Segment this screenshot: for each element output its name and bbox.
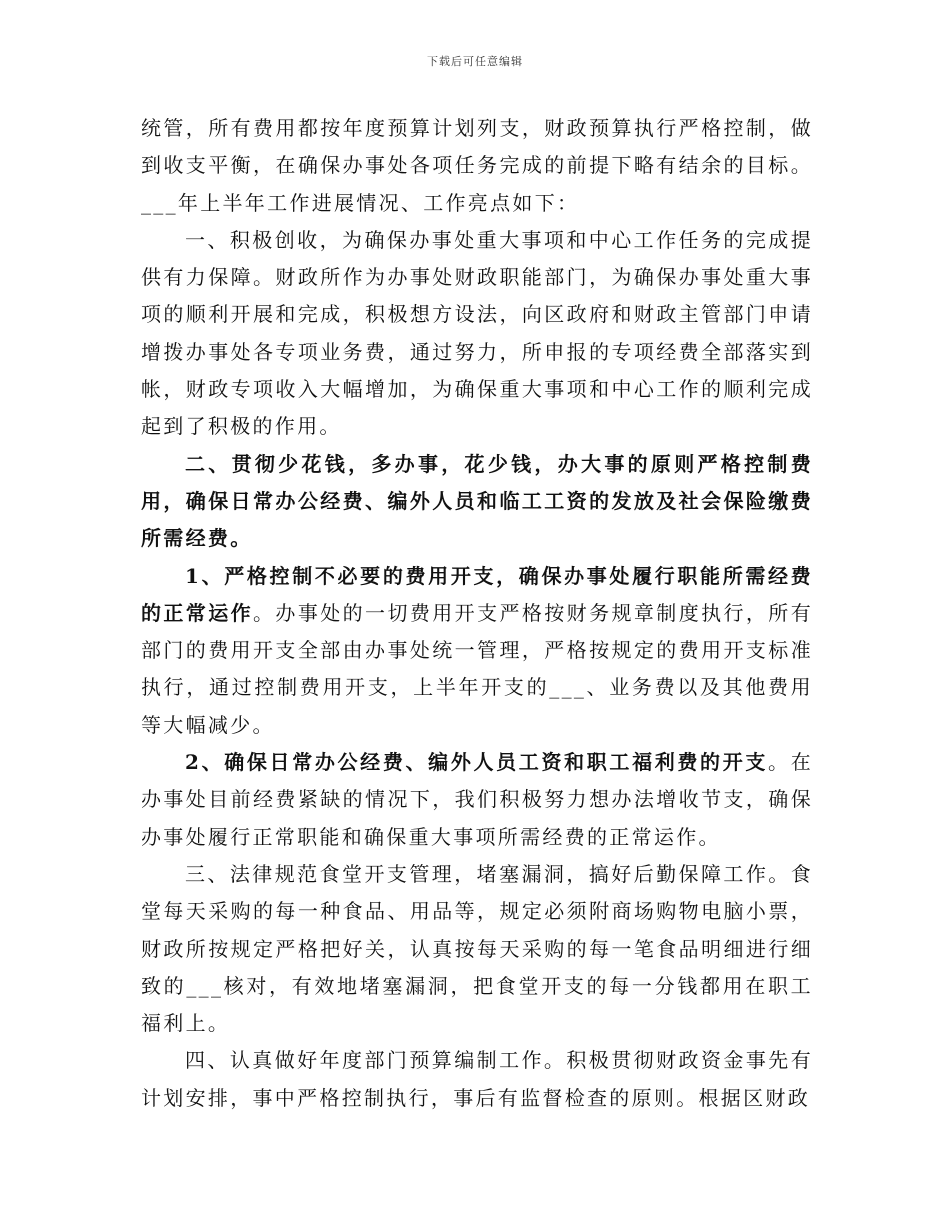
paragraph-item-2 [141,744,813,856]
paragraph-section-2-heading: 二、贯彻少花钱，多办事，花少钱，办大事的原则严格控制费用，确保日常办公经费、编外人员和临工工资的发放及社会保险缴费所需经费。 [141,451,813,551]
item-2-heading: 2、确保日常办公经费、编外人员工资和职工福利费的开支 [185,750,769,775]
paragraph-section-4: 四、认真做好年度部门预算编制工作。积极贯彻财政资金事先有计划安排，事中严格控制执行，事后有监督检查的原则。根据区财政 [141,1048,813,1110]
paragraph-continuation: 统管，所有费用都按年度预算计划列支，财政预算执行严格控制，做到收支平衡，在确保办事处各项任务完成的前提下略有结余的目标。___年上半年工作进展情况、工作亮点如下： [141,116,813,215]
paragraph-item-1 [141,558,813,744]
paragraph-section-1: 一、积极创收，为确保办事处重大事项和中心工作任务的完成提供有力保障。财政所作为办事处财政职能部门，为确保办事处重大事项的顺利开展和完成，积极想方设法，向区政府和财政主管部门申请增拨办事处各专项业务费，通过努力，所申报的专项经费全部落实到帐，财政专项收入大幅增加，为确保重大事项和中心工作的顺利完成起到了积极的作用。 [141,227,813,439]
document-body [141,110,813,1117]
item-1-heading: 1、严格控制不必要的费用开支，确保办事处履行职能所需经费的正常运作 [141,563,813,625]
page-header: 下载后可任意编辑 [427,55,523,68]
paragraph-section-3: 三、法律规范食堂开支管理，堵塞漏洞，搞好后勤保障工作。食堂每天采购的每一种食品、用品等，规定必须附商场购物电脑小票，财政所按规定严格把好关，认真按每天采购的每一笔食品明细进行细致的___核对，有效地堵塞漏洞，把食堂开支的每一分钱都用在职工福利上。 [141,861,813,1036]
item-1-body: 。办事处的一切费用开支严格按财务规章制度执行，所有部门的费用开支全部由办事处统一管理，严格按规定的费用开支标准执行，通过控制费用开支，上半年开支的___、业务费以及其他费用等大幅减少。 [141,600,814,737]
item-2-body: 。在办事处目前经费紧缺的情况下，我们积极努力想办法增收节支，确保办事处履行正常职能和确保重大事项所需经费的正常运作。 [141,750,813,849]
